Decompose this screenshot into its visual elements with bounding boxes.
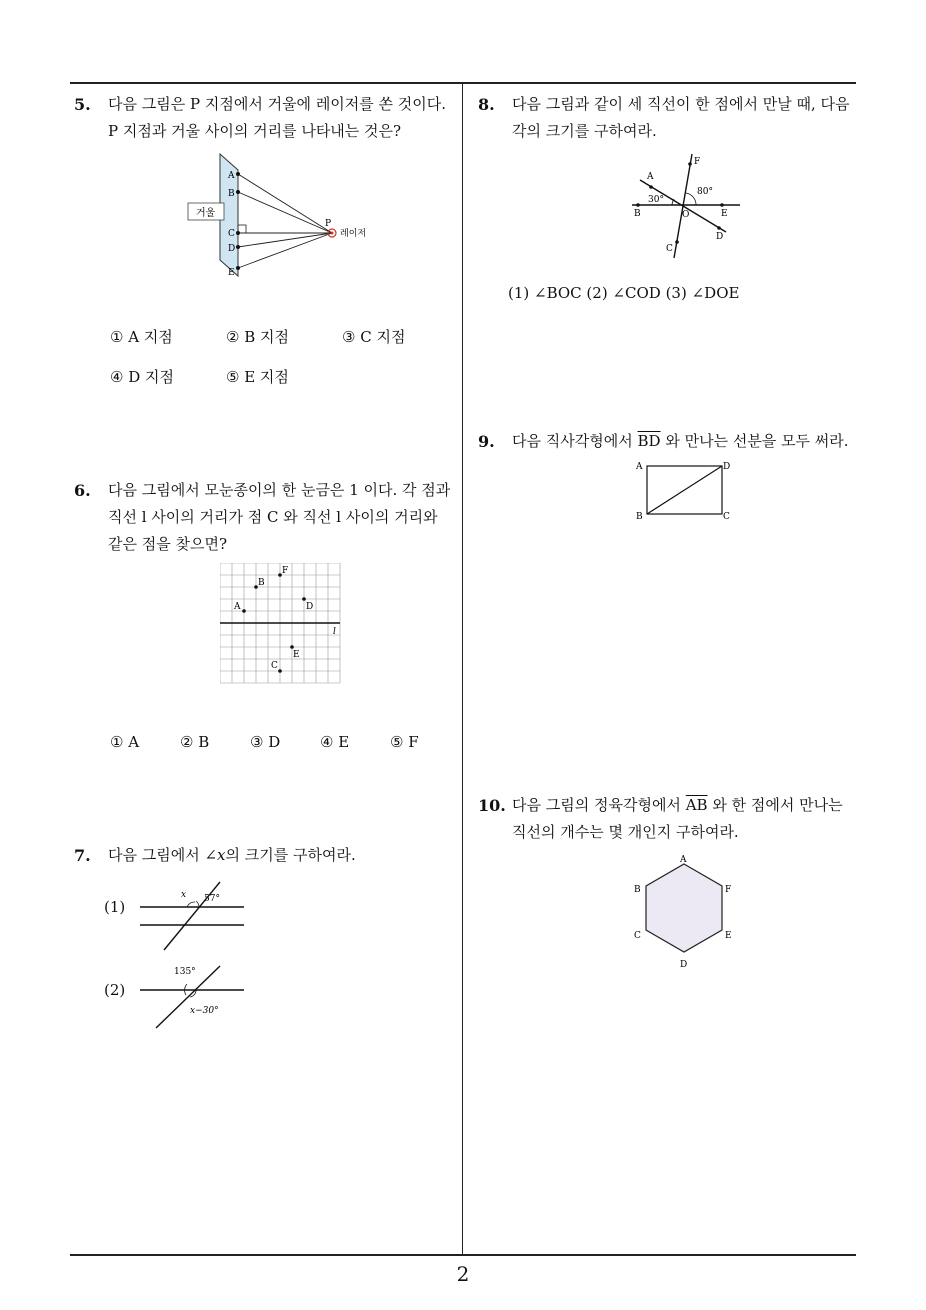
q7-sub2-label: (2)	[104, 981, 126, 999]
question-text-var: x	[217, 846, 226, 864]
label-e: E	[721, 209, 728, 219]
q7-figure-2	[138, 962, 248, 1034]
question-text-line2: 직선의 개수는 몇 개인지 구하여라.	[512, 823, 739, 841]
label-d: D	[716, 232, 724, 242]
q8-answer-prompt: (1) ∠BOC (2) ∠COD (3) ∠DOE	[508, 284, 740, 302]
question-number: 8.	[478, 95, 495, 114]
label-b: B	[636, 512, 643, 522]
question-text-line2: 각의 크기를 구하여라.	[512, 122, 657, 140]
question-text-line1: 다음 그림은 P 지점에서 거울에 레이저를 쏜 것이다.	[108, 95, 447, 113]
laser-label: 레이저	[340, 229, 367, 239]
angle-given-label: 135°	[174, 967, 196, 977]
point-f-label: F	[282, 566, 289, 576]
label-a: A	[636, 462, 643, 472]
question-number: 9.	[478, 432, 495, 451]
question-7	[74, 842, 464, 869]
label-d: D	[680, 960, 688, 970]
choice-5[interactable]: ⑤ E 지점	[226, 368, 289, 386]
three-lines-figure	[630, 150, 750, 260]
line-ab: $\overline{AB}$	[685, 796, 708, 814]
point-c-label: C	[271, 661, 278, 671]
question-number: 7.	[74, 846, 91, 865]
choice-3[interactable]: ③ D	[250, 733, 281, 751]
top-rule	[70, 82, 856, 84]
choice-5[interactable]: ⑤ F	[390, 733, 419, 751]
q7-sub1-label: (1)	[104, 898, 126, 916]
mirror-laser-figure	[180, 150, 400, 280]
segment-bd: $\overline{BD}$	[637, 432, 661, 450]
label-e: E	[725, 931, 732, 941]
choice-4[interactable]: ④ E	[320, 733, 350, 751]
choice-1[interactable]: ① A 지점	[110, 328, 173, 346]
label-f: F	[694, 157, 701, 167]
label-d: D	[723, 462, 731, 472]
point-a-label: A	[228, 171, 235, 181]
angle-var-label: x	[181, 890, 187, 900]
angle-80-label: 80°	[697, 187, 713, 197]
point-b-label: B	[258, 578, 265, 588]
choice-1[interactable]: ① A	[110, 733, 140, 751]
question-text-pre: 다음 그림의 정육각형에서	[512, 796, 681, 814]
question-text-pre: 다음 직사각형에서	[512, 432, 633, 450]
label-c: C	[723, 512, 730, 522]
label-c: C	[666, 244, 673, 254]
label-b: B	[634, 209, 641, 219]
question-text-line3: 같은 점을 찾으면?	[108, 535, 228, 553]
question-text-post: 와 만나는 선분을 모두 써라.	[665, 432, 849, 450]
angle-30-label: 30°	[648, 195, 664, 205]
point-c-label: C	[228, 229, 235, 239]
angle-given-label: 57°	[204, 894, 220, 904]
choice-2[interactable]: ② B 지점	[226, 328, 289, 346]
column-divider	[462, 82, 463, 1256]
point-d-label: D	[228, 244, 236, 254]
question-text-line1: 다음 그림과 같이 세 직선이 한 점에서 만날 때, 다음	[512, 95, 850, 113]
choice-3[interactable]: ③ C 지점	[342, 328, 406, 346]
hexagon-figure	[628, 850, 744, 974]
grid-figure	[220, 563, 344, 687]
line-l-label: l	[333, 627, 336, 637]
mirror-label: 거울	[196, 208, 216, 219]
point-e-label: E	[228, 268, 235, 278]
question-9	[478, 428, 862, 455]
angle-expr-label: x−30°	[190, 1006, 219, 1016]
q7-figure-1	[138, 880, 248, 954]
question-6	[74, 477, 464, 558]
hexagon	[646, 864, 722, 952]
question-text-post: 와 한 점에서 만나는	[712, 796, 843, 814]
point-e-label: E	[293, 650, 300, 660]
question-text-post: 의 크기를 구하여라.	[225, 846, 356, 864]
label-b: B	[634, 885, 641, 895]
page-number: 2	[456, 1262, 470, 1286]
point-b-label: B	[228, 189, 235, 199]
question-text-line2: P 지점과 거울 사이의 거리를 나타내는 것은?	[108, 122, 402, 140]
rectangle-figure	[632, 458, 742, 524]
label-a: A	[680, 855, 687, 865]
label-c: C	[634, 931, 641, 941]
choice-4[interactable]: ④ D 지점	[110, 368, 174, 386]
point-d-label: D	[306, 602, 314, 612]
question-text-pre: 다음 그림에서 ∠	[108, 846, 218, 864]
bottom-rule	[70, 1254, 856, 1256]
point-a-label: A	[234, 602, 241, 612]
question-number: 5.	[74, 95, 91, 114]
question-10	[478, 792, 862, 846]
label-a: A	[647, 172, 654, 182]
question-text-line1: 다음 그림에서 모눈종이의 한 눈금은 1 이다. 각 점과	[108, 481, 451, 499]
point-p-label: P	[325, 219, 332, 229]
question-8	[478, 91, 862, 145]
question-number: 10.	[478, 796, 506, 815]
choice-2[interactable]: ② B	[180, 733, 210, 751]
label-o: O	[682, 210, 690, 220]
label-f: F	[725, 885, 732, 895]
question-number: 6.	[74, 481, 91, 500]
question-text-line2: 직선 l 사이의 거리가 점 C 와 직선 l 사이의 거리와	[108, 508, 438, 526]
question-5	[74, 91, 464, 145]
